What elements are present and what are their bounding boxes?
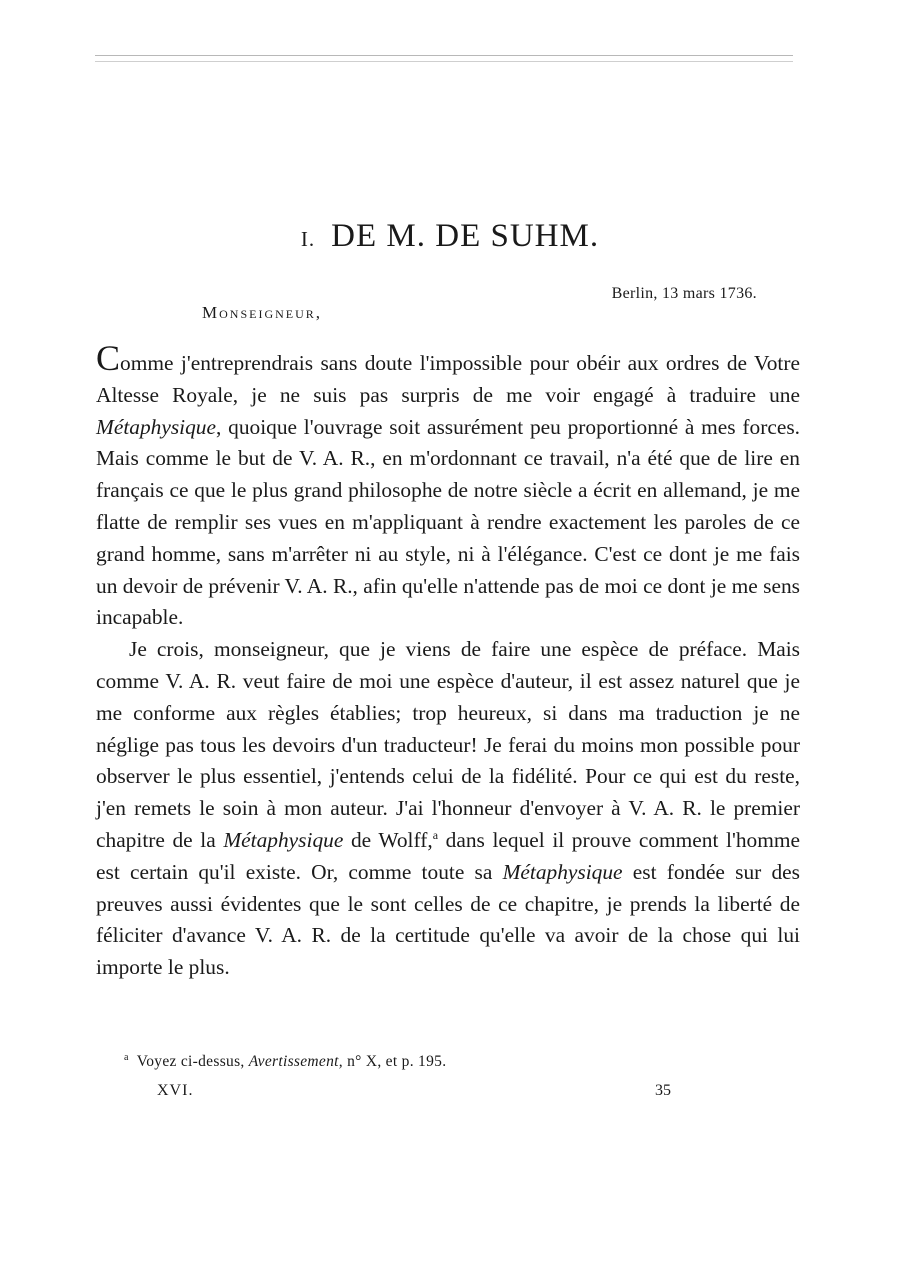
- footnote: [124, 1052, 446, 1071]
- footnote-ref: a: [432, 827, 439, 842]
- footnote-text-before: Voyez ci-dessus,: [136, 1053, 249, 1071]
- paragraph-1: [96, 340, 800, 634]
- letter-heading: [0, 218, 900, 255]
- text-run: dans lequel il prouve comment l'homme est certain qu'il existe. Or, comme toute sa: [96, 827, 800, 884]
- letter-title: DE M. DE SUHM.: [331, 218, 600, 254]
- text-run: est fondée sur des preuves aussi évidentes que le sont celles de ce chapitre, je prends la liberté de féliciter d'avance V. A. R. de la certitude qu'elle va avoir de la chose qui lui importe le plus.: [96, 859, 800, 980]
- letter-number: I.: [300, 227, 316, 251]
- sheet-signature: 35: [655, 1082, 671, 1099]
- footnote-italic: Avertissement,: [248, 1053, 343, 1071]
- italic-run: Métaphysique: [223, 827, 344, 852]
- salutation: Monseigneur,: [202, 303, 323, 322]
- footnote-marker: a: [124, 1052, 129, 1063]
- volume-signature: XVI.: [157, 1082, 194, 1099]
- dateline: Berlin, 13 mars 1736.: [611, 285, 757, 302]
- text-run: Comme j'entreprendrais sans doute l'impossible pour obéir aux ordres de Votre Altesse Royale, je ne suis pas surpris de me voir engagé à traduire une: [96, 338, 800, 407]
- text-run: de Wolff,: [343, 827, 433, 852]
- text-run: , quoique l'ouvrage soit assurément peu proportionné à mes forces. Mais comme le but de V. A. R., en m'ordonnant ce travail, n'a été que de lire en français ce que le plus grand philosophe de notre siècle a écrit en allemand, je me flatte de remplir ses vues en m'appliquant à rendre exactement les paroles de ce grand homme, sans m'arrêter ni au style, ni à l'élégance. C'est ce dont je me fais un devoir de prévenir V. A. R., afin qu'elle n'attende pas de moi ce dont je me sens incapable.: [96, 414, 800, 630]
- letter-body: [96, 340, 800, 984]
- top-rule: [95, 55, 793, 62]
- text-run: Je crois, monseigneur, que je viens de faire une espèce de préface. Mais comme V. A. R. veut faire de moi une espèce d'auteur, il est assez naturel que je me conforme aux règles établies; trop heureux, si dans ma traduction je ne néglige pas tous les devoirs d'un traducteur! Je ferai du moins mon possible pour observer le plus essentiel, j'entends celui de la fidélité. Pour ce qui est du reste, j'en remets le soin à mon auteur. J'ai l'honneur d'envoyer à V. A. R. le premier chapitre de la: [96, 637, 800, 852]
- paragraph-2: [96, 634, 800, 984]
- italic-run: Métaphysique: [502, 859, 623, 884]
- italic-run: Métaphysique: [96, 414, 216, 439]
- footnote-text-after: n° X, et p. 195.: [342, 1053, 447, 1071]
